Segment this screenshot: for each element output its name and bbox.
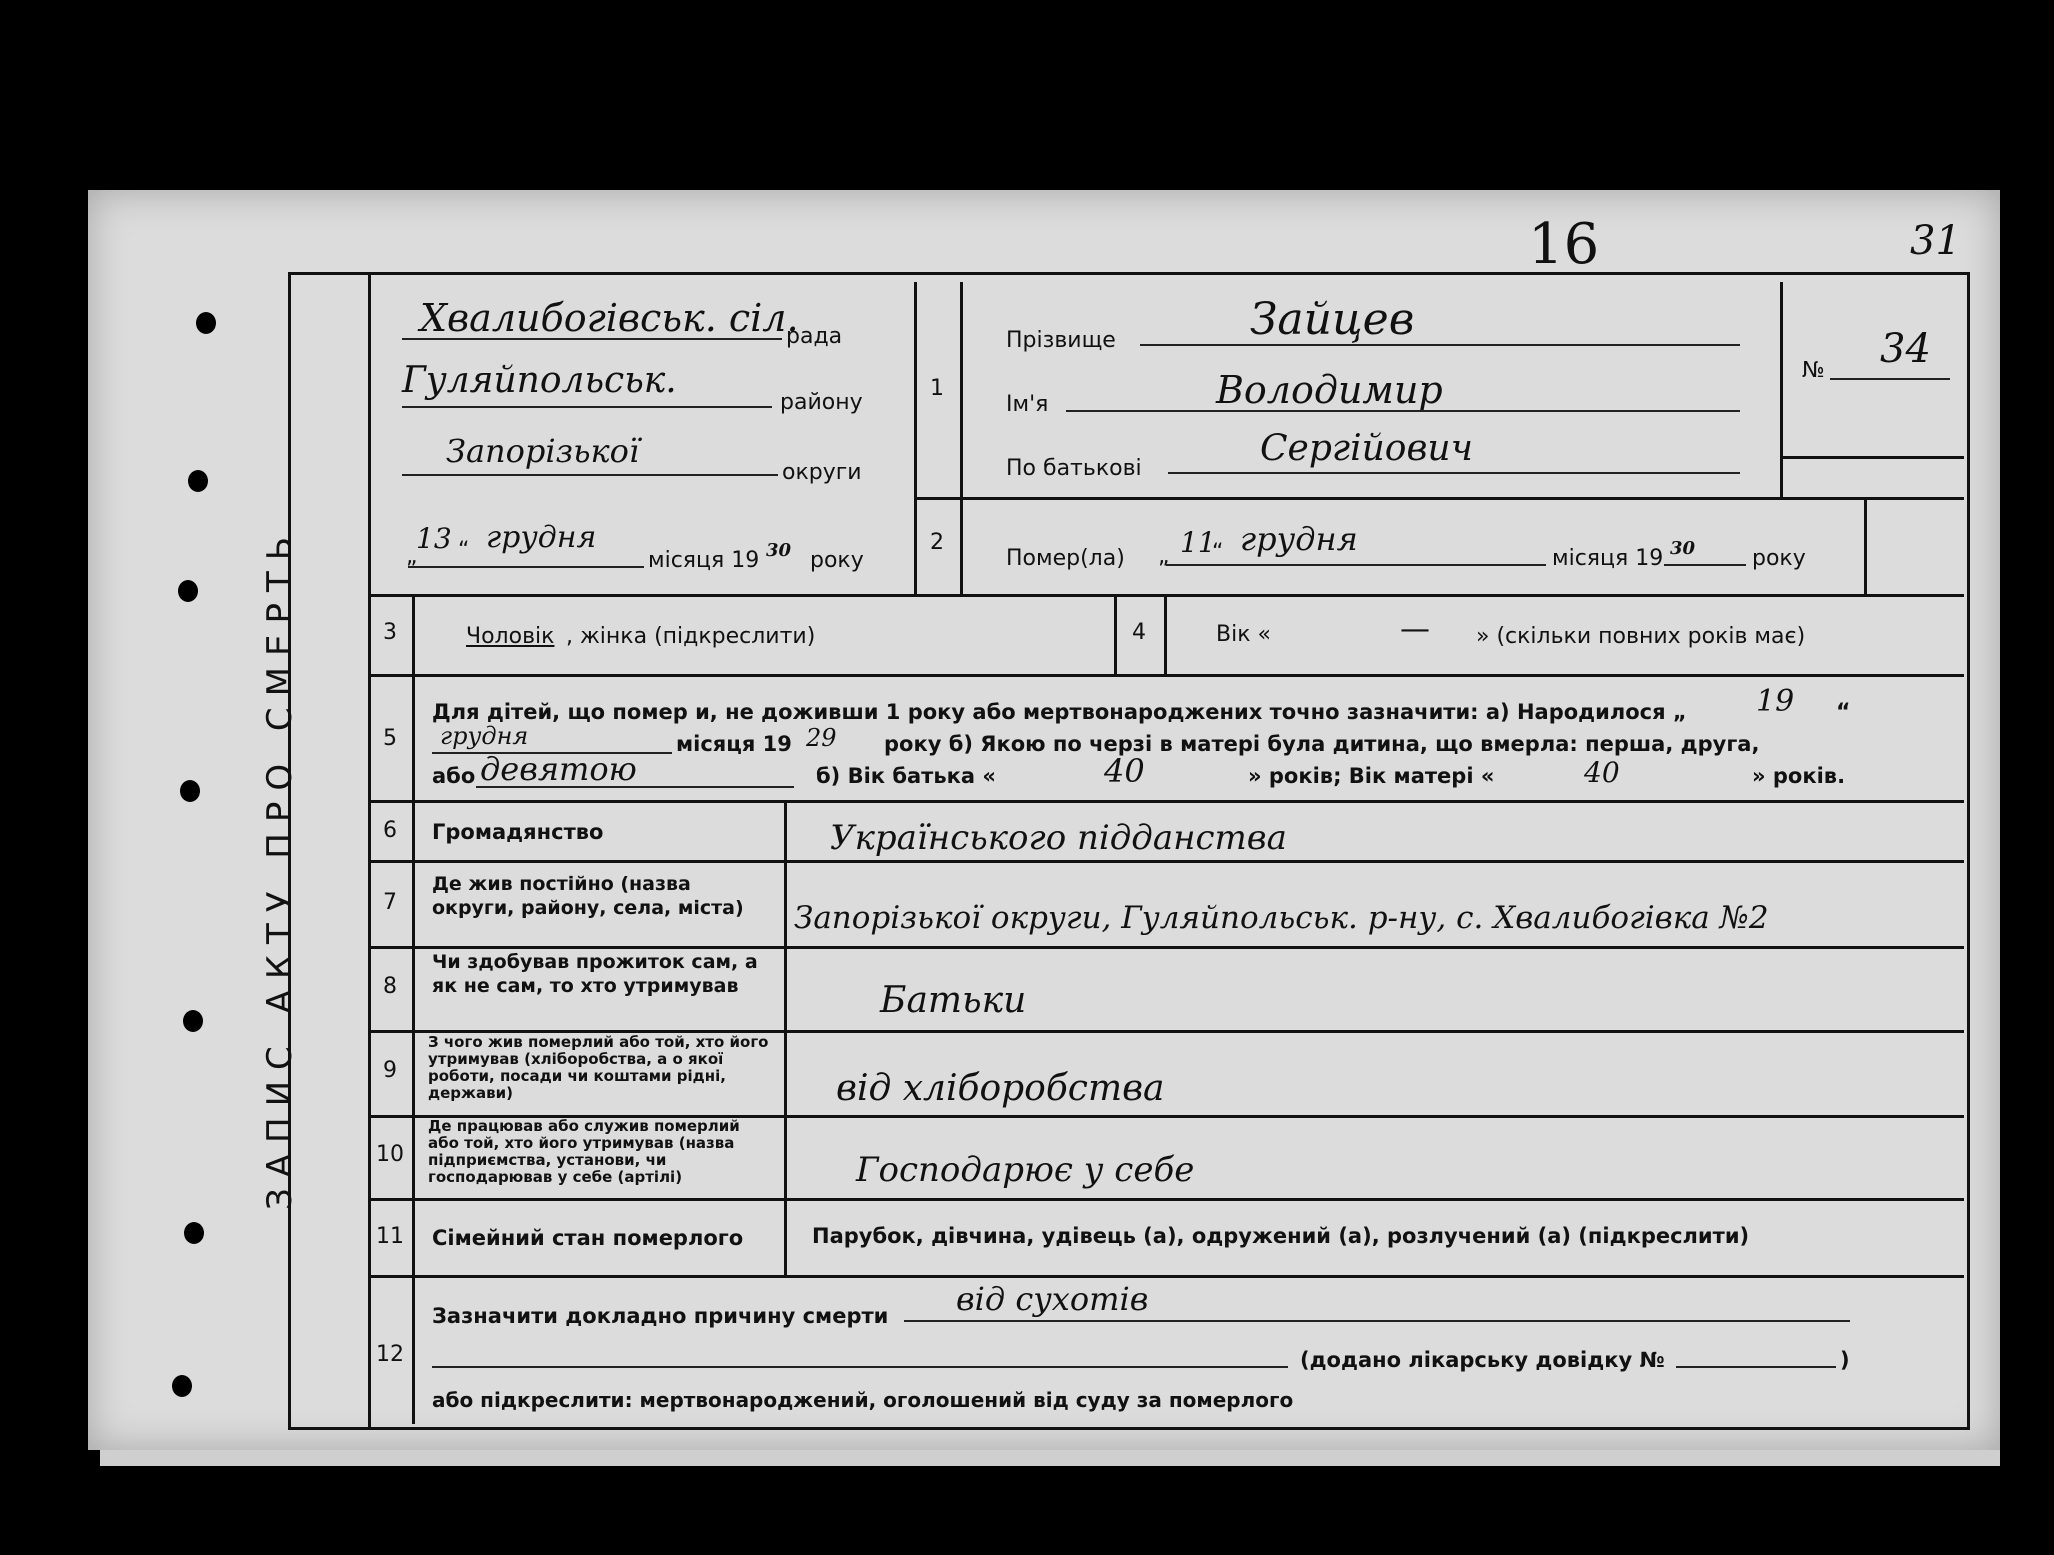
rada-label: рада — [786, 324, 843, 349]
name-value: Володимир — [1216, 368, 1443, 412]
infant-line-2a: місяця 19 — [676, 732, 792, 756]
grid-line — [1864, 497, 1867, 594]
infant-order-underline — [476, 786, 794, 788]
patronymic-value: Сергійович — [1260, 428, 1473, 469]
infant-line-2b: року б) Якою по черзі в матері була дитина, що вмерла: перша, друга, — [884, 732, 1760, 756]
sex-options: , жінка (підкреслити) — [566, 624, 816, 649]
date-open-quote: „ — [406, 544, 418, 569]
mother-age-value: 40 — [1584, 756, 1620, 789]
workplace-value: Господарює у себе — [856, 1150, 1195, 1190]
citizenship-value: Українського підданства — [830, 818, 1287, 858]
grid-line — [368, 1275, 1964, 1278]
registration-month-label: місяця 19 — [648, 548, 760, 573]
registration-day: 13 — [416, 522, 452, 555]
form-side-title: ЗАПИС АКТУ ПРО СМЕРТЬ — [260, 525, 300, 1210]
provider-value: Батьки — [880, 980, 1027, 1021]
livelihood-label: З чого жив померлий або той, хто його утримував (хліборобства, а о якої роботи, посади чи коштами рідні, держави) — [428, 1033, 769, 1102]
death-year-suffix: 30 — [1670, 538, 1696, 559]
age-label: Вік « — [1216, 622, 1271, 647]
grid-line — [1780, 282, 1783, 500]
medical-certificate-label: (додано лікарську довідку № — [1300, 1348, 1665, 1372]
infant-line-1: Для дітей, що помер и, не доживши 1 року або мертвонароджених точно зазначити: а) Народилося „ — [432, 700, 1687, 724]
sex-male-underlined: Чоловік — [466, 624, 555, 649]
row-number: 2 — [930, 530, 944, 555]
row-number: 3 — [383, 620, 397, 645]
residence-label: Де жив постійно (назва округи, району, села, міста) — [432, 873, 744, 919]
punch-hole — [183, 1010, 203, 1032]
grid-line — [368, 946, 1964, 949]
medical-certificate-end: ) — [1840, 1348, 1850, 1372]
punch-hole — [178, 580, 198, 602]
grid-line — [784, 800, 787, 1275]
punch-hole — [188, 470, 208, 492]
page-number-mark: 31 — [1910, 218, 1961, 264]
punch-hole — [180, 780, 200, 802]
grid-line — [914, 497, 1964, 500]
grid-line — [368, 860, 1964, 863]
record-number-value: 34 — [1880, 326, 1931, 372]
row-number: 5 — [383, 726, 397, 751]
name-underline — [1066, 410, 1740, 412]
grid-line — [1164, 594, 1167, 674]
death-open-quote: „ — [1158, 544, 1170, 569]
registration-month: грудня — [486, 520, 597, 555]
date-close-quote: “ — [458, 538, 470, 563]
age-suffix: » (скільки повних років має) — [1476, 624, 1806, 649]
death-date-underline — [1166, 564, 1546, 566]
okruha-value: Запорізької — [446, 432, 640, 470]
row-number-divider — [412, 594, 415, 1424]
surname-value: Зайцев — [1250, 294, 1415, 345]
row-number: 12 — [376, 1342, 404, 1367]
infant-birth-year-suffix: 29 — [806, 724, 837, 752]
death-month: грудня — [1240, 520, 1358, 558]
father-age-value: 40 — [1104, 752, 1145, 790]
raion-underline — [402, 406, 772, 408]
rada-value: Хвалибогівськ. сіл. — [420, 296, 799, 340]
raion-label: району — [780, 390, 863, 415]
cause-underline-2 — [432, 1366, 1288, 1368]
cause-of-death-label: Зазначити докладно причину смерти — [432, 1304, 889, 1328]
punch-hole — [172, 1375, 192, 1397]
grid-line — [368, 800, 1964, 803]
grid-line — [368, 674, 1964, 677]
marital-status-options: Парубок, дівчина, удівець (а), одружений (а), розлучений (а) (підкреслити) — [812, 1224, 1750, 1248]
record-number-label: № — [1802, 358, 1825, 383]
registration-date-underline — [408, 566, 644, 568]
sheet-number-mark: 16 — [1528, 212, 1600, 277]
death-day: 11 — [1180, 526, 1216, 559]
stillborn-or-declared-line: або підкреслити: мертвонароджений, оголошений від суду за померлого — [432, 1388, 1294, 1412]
infant-line-1-end: “ — [1836, 700, 1851, 725]
death-year-underline — [1664, 564, 1746, 566]
row-number: 8 — [383, 974, 397, 999]
death-close-quote: “ — [1212, 540, 1224, 565]
okruha-underline — [402, 474, 778, 476]
row-number: 10 — [376, 1142, 404, 1167]
punch-hole — [196, 312, 216, 334]
row-number: 7 — [383, 890, 397, 915]
citizenship-label: Громадянство — [432, 820, 604, 844]
record-number-underline — [1830, 378, 1950, 380]
age-value: — — [1400, 612, 1430, 647]
punch-hole — [184, 1222, 204, 1244]
infant-line-3c: » років; Вік матері « — [1248, 764, 1495, 788]
infant-line-3b: б) Вік батька « — [816, 764, 996, 788]
provider-label: Чи здобував прожиток сам, а як не сам, то хто утримував — [432, 951, 758, 997]
infant-birth-month: грудня — [440, 722, 529, 750]
grid-line — [960, 282, 963, 594]
death-year-label: року — [1752, 546, 1806, 571]
row-number: 11 — [376, 1224, 404, 1249]
infant-line-3a: або — [432, 764, 476, 788]
rada-underline — [402, 338, 782, 340]
registration-year-label: року — [810, 548, 864, 573]
name-label: Ім'я — [1006, 392, 1049, 417]
cause-underline — [904, 1320, 1850, 1322]
surname-label: Прізвище — [1006, 328, 1116, 353]
death-label: Помер(ла) — [1006, 546, 1125, 571]
infant-order-value: девятою — [480, 750, 637, 788]
grid-line — [368, 1198, 1964, 1201]
grid-line — [1780, 456, 1964, 459]
residence-value: Запорізької округи, Гуляйпольськ. р-ну, с. Хвалибогівка №2 — [794, 900, 1769, 936]
row-number: 1 — [930, 376, 944, 401]
raion-value: Гуляйпольськ. — [402, 360, 677, 401]
livelihood-value: від хліборобства — [836, 1068, 1165, 1109]
patronymic-label: По батькові — [1006, 456, 1142, 481]
certificate-number-underline — [1676, 1366, 1836, 1368]
row-number: 9 — [383, 1058, 397, 1083]
row-number: 4 — [1132, 620, 1146, 645]
okruha-label: округи — [782, 460, 862, 485]
side-column-divider — [368, 272, 371, 1427]
death-month-label: місяця 19 — [1552, 546, 1664, 571]
surname-underline — [1140, 344, 1740, 346]
patronymic-underline — [1168, 472, 1740, 474]
cause-of-death-value: від сухотів — [956, 1280, 1149, 1318]
row-number: 6 — [383, 818, 397, 843]
infant-birth-day: 19 — [1756, 684, 1795, 719]
workplace-label: Де працював або служив померлий або той, хто його утримував (назва підприємства, установи, чи господарював у себе (артілі) — [428, 1117, 740, 1186]
marital-status-label: Сімейний стан померлого — [432, 1226, 744, 1250]
infant-line-3d: » років. — [1752, 764, 1846, 788]
registration-year-suffix: 30 — [766, 540, 792, 561]
